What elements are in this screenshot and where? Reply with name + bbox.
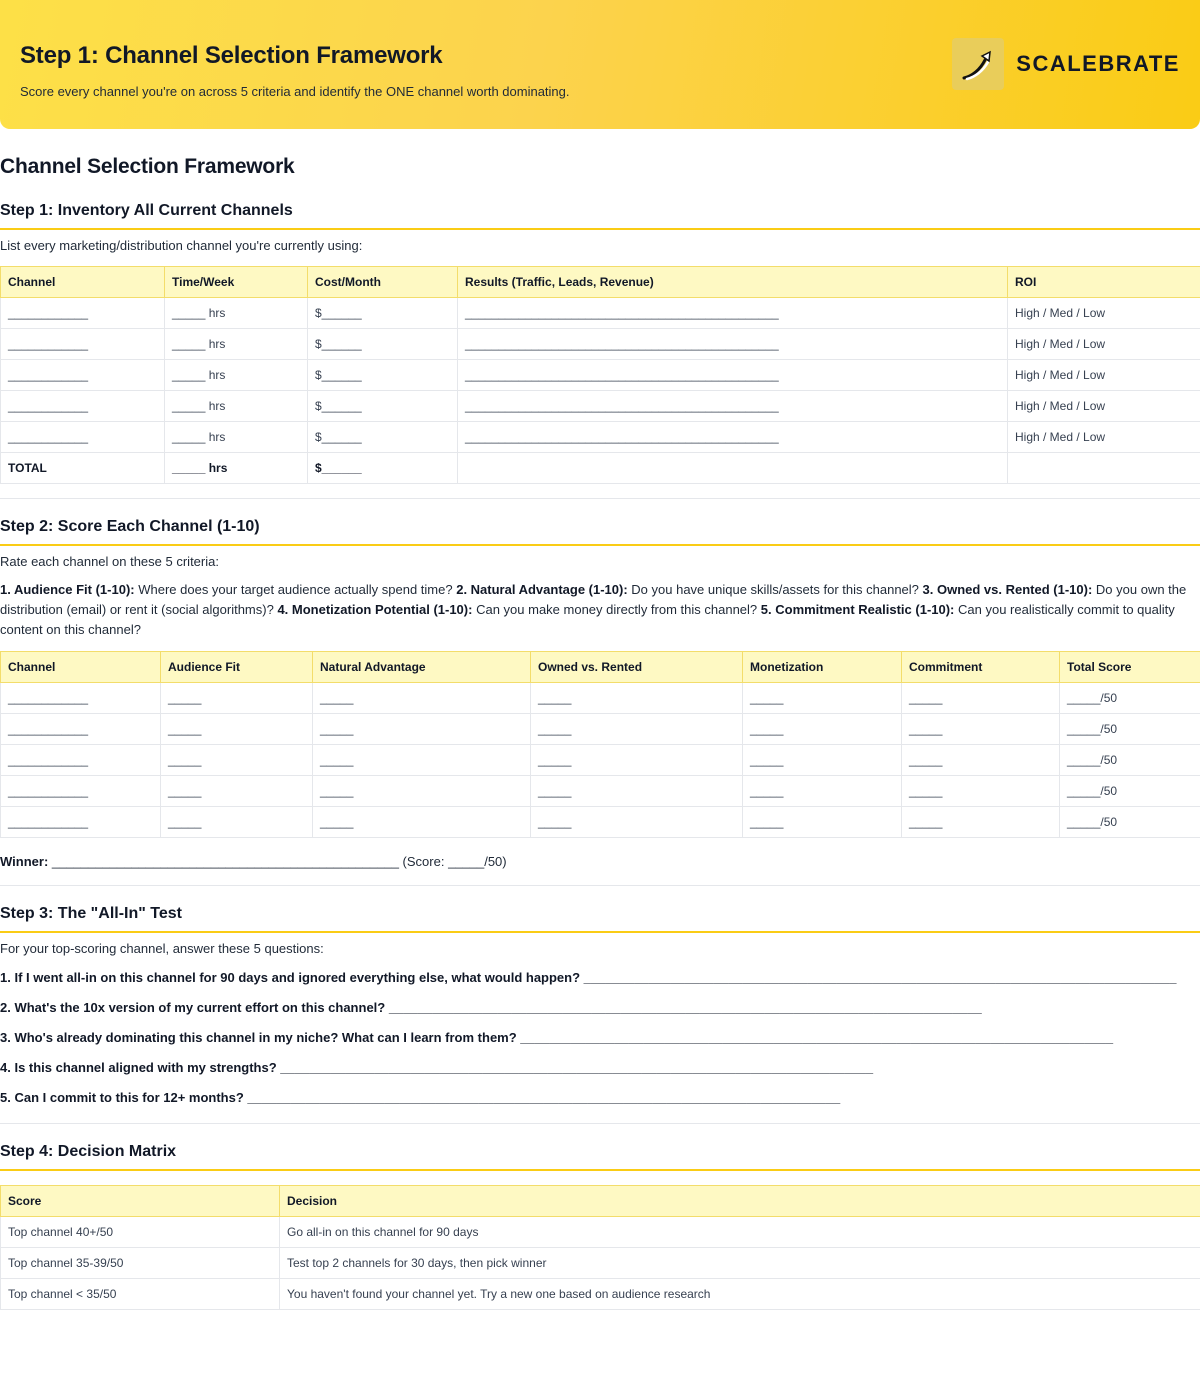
table-row [1,714,1200,745]
table-cell: _____ hrs [165,360,308,391]
table-cell: _____ [161,714,313,745]
table-cell: TOTAL [1,453,165,484]
table-cell: _____ hrs [165,391,308,422]
table-row [1,745,1200,776]
table-cell: _____ [531,683,743,714]
table-cell: _______________________________________________ [458,422,1008,453]
table-total-row [1,453,1200,484]
column-header: Audience Fit [161,652,313,683]
column-header: Score [1,1186,280,1217]
column-header: Cost/Month [308,267,458,298]
table-cell: _____ [531,776,743,807]
step2-intro: Rate each channel on these 5 criteria: [0,554,219,569]
table-row [1,1217,1200,1248]
question-item: 2. What's the 10x version of my current effort on this channel? __________________________________________________________________________________ [0,1000,982,1015]
decision-matrix-table [0,1185,1200,1310]
table-cell: _____ [313,807,531,838]
section-divider [0,885,1200,886]
criterion-label: 1. Audience Fit (1-10): [0,582,135,597]
table-cell: _____ hrs [165,453,308,484]
table-cell: $______ [308,422,458,453]
table-cell: _____ [161,807,313,838]
column-header: Owned vs. Rented [531,652,743,683]
table-cell: _______________________________________________ [458,329,1008,360]
channel-inventory-table [0,266,1200,484]
column-header: Commitment [902,652,1060,683]
table-cell: Top channel < 35/50 [1,1279,280,1310]
table-cell: _____ [161,745,313,776]
section-divider [0,1123,1200,1124]
table-cell: _____ [743,745,902,776]
table-header-row [1,652,1200,683]
table-cell: _____ [902,745,1060,776]
column-header: Total Score [1060,652,1200,683]
table-row [1,1248,1200,1279]
table-cell: Top channel 35-39/50 [1,1248,280,1279]
question-item: 3. Who's already dominating this channel in my niche? What can I learn from them? __________________________________________________________________________________ [0,1030,1114,1045]
column-header: Natural Advantage [313,652,531,683]
table-cell: ____________ [1,807,161,838]
table-cell: _____ [531,745,743,776]
table-cell: _____ [902,776,1060,807]
question-item: 1. If I went all-in on this channel for 90 days and ignored everything else, what would happen? __________________________________________________________________________________ [0,970,1177,985]
section-divider [0,498,1200,499]
table-row [1,391,1200,422]
table-cell: _____ [313,714,531,745]
table-cell: _______________________________________________ [458,360,1008,391]
table-cell: _____/50 [1060,683,1200,714]
column-header: Monetization [743,652,902,683]
table-cell: _____ [902,807,1060,838]
table-cell: $______ [308,329,458,360]
table-cell: ____________ [1,745,161,776]
table-row [1,422,1200,453]
table-row [1,298,1200,329]
table-cell: ____________ [1,391,165,422]
table-cell: ____________ [1,329,165,360]
table-cell: _____/50 [1060,714,1200,745]
criterion-text: Can you make money directly from this channel? [476,602,758,617]
header-title: Step 1: Channel Selection Framework [20,42,443,69]
table-cell: $______ [308,453,458,484]
column-header: Time/Week [165,267,308,298]
table-cell: _____/50 [1060,807,1200,838]
brand-logo-icon [952,38,1004,90]
table-cell: Go all-in on this channel for 90 days [280,1217,1200,1248]
table-cell: High / Med / Low [1008,422,1200,453]
table-cell: _____ [531,807,743,838]
table-row [1,329,1200,360]
table-cell: $______ [308,360,458,391]
table-cell: _____ [902,714,1060,745]
criterion-label: 4. Monetization Potential (1-10): [277,602,473,617]
table-cell: _____ [743,714,902,745]
table-cell: Top channel 40+/50 [1,1217,280,1248]
table-cell: _____ hrs [165,422,308,453]
table-row [1,1279,1200,1310]
table-cell: _____/50 [1060,776,1200,807]
table-cell: _____ hrs [165,298,308,329]
question-item: 5. Can I commit to this for 12+ months? __________________________________________________________________________________ [0,1090,841,1105]
column-header: Results (Traffic, Leads, Revenue) [458,267,1008,298]
table-cell: _____/50 [1060,745,1200,776]
criterion-text: Do you own the distribution (email) or rent it (social algorithms)? [0,582,1187,617]
table-cell: High / Med / Low [1008,391,1200,422]
criteria-list [0,580,1200,640]
step3-intro: For your top-scoring channel, answer these 5 questions: [0,941,324,956]
step4-heading: Step 4: Decision Matrix [0,1143,1200,1171]
table-cell: _____ [161,776,313,807]
header-banner [0,0,1200,129]
table-cell: _____ [743,776,902,807]
table-cell: $______ [308,298,458,329]
table-cell: _____ [313,776,531,807]
table-cell: _____ [313,683,531,714]
table-cell [458,453,1008,484]
column-header: ROI [1008,267,1200,298]
table-cell: ____________ [1,776,161,807]
column-header: Channel [1,267,165,298]
criterion-label: 3. Owned vs. Rented (1-10): [922,582,1093,597]
table-cell: $______ [308,391,458,422]
table-cell [1008,453,1200,484]
table-cell: High / Med / Low [1008,360,1200,391]
table-cell: ____________ [1,422,165,453]
step1-heading: Step 1: Inventory All Current Channels [0,202,1200,230]
brand-name: SCALEBRATE [1016,51,1180,76]
step1-intro: List every marketing/distribution channel you're currently using: [0,238,363,253]
table-cell: _____ [743,683,902,714]
column-header: Decision [280,1186,1200,1217]
table-cell: _______________________________________________ [458,391,1008,422]
table-header-row [1,1186,1200,1217]
criterion-text: Where does your target audience actually spend time? [138,582,453,597]
column-header: Channel [1,652,161,683]
table-cell: You haven't found your channel yet. Try a new one based on audience research [280,1279,1200,1310]
table-row [1,776,1200,807]
table-cell: ____________ [1,683,161,714]
table-cell: _____ [531,714,743,745]
winner-blank: ________________________________________________ (Score: _____/50) [51,854,507,869]
question-item: 4. Is this channel aligned with my strengths? __________________________________________________________________________________ [0,1060,874,1075]
table-row [1,683,1200,714]
header-subtitle: Score every channel you're on across 5 criteria and identify the ONE channel worth dominating. [20,84,570,99]
step2-heading: Step 2: Score Each Channel (1-10) [0,518,1200,546]
table-row [1,807,1200,838]
table-header-row [1,267,1200,298]
table-row [1,360,1200,391]
table-cell: ____________ [1,714,161,745]
criterion-text: Do you have unique skills/assets for this channel? [631,582,919,597]
table-cell: _____ [161,683,313,714]
brand [952,38,1180,90]
document-title: Channel Selection Framework [0,155,295,178]
criterion-label: 2. Natural Advantage (1-10): [456,582,628,597]
criterion-label: 5. Commitment Realistic (1-10): [760,602,955,617]
channel-score-table [0,651,1200,838]
table-cell: High / Med / Low [1008,298,1200,329]
winner-line [0,854,1200,869]
table-cell: _____ hrs [165,329,308,360]
question-list [0,963,1200,1113]
table-cell: ____________ [1,298,165,329]
table-cell: High / Med / Low [1008,329,1200,360]
winner-label: Winner: [0,854,49,869]
step3-heading: Step 3: The "All-In" Test [0,905,1200,933]
table-cell: _____ [902,683,1060,714]
table-cell: _____ [313,745,531,776]
table-cell: _____ [743,807,902,838]
criterion-text: Can you realistically commit to quality content on this channel? [0,602,1175,637]
table-cell: ____________ [1,360,165,391]
table-cell: _______________________________________________ [458,298,1008,329]
table-cell: Test top 2 channels for 30 days, then pick winner [280,1248,1200,1279]
